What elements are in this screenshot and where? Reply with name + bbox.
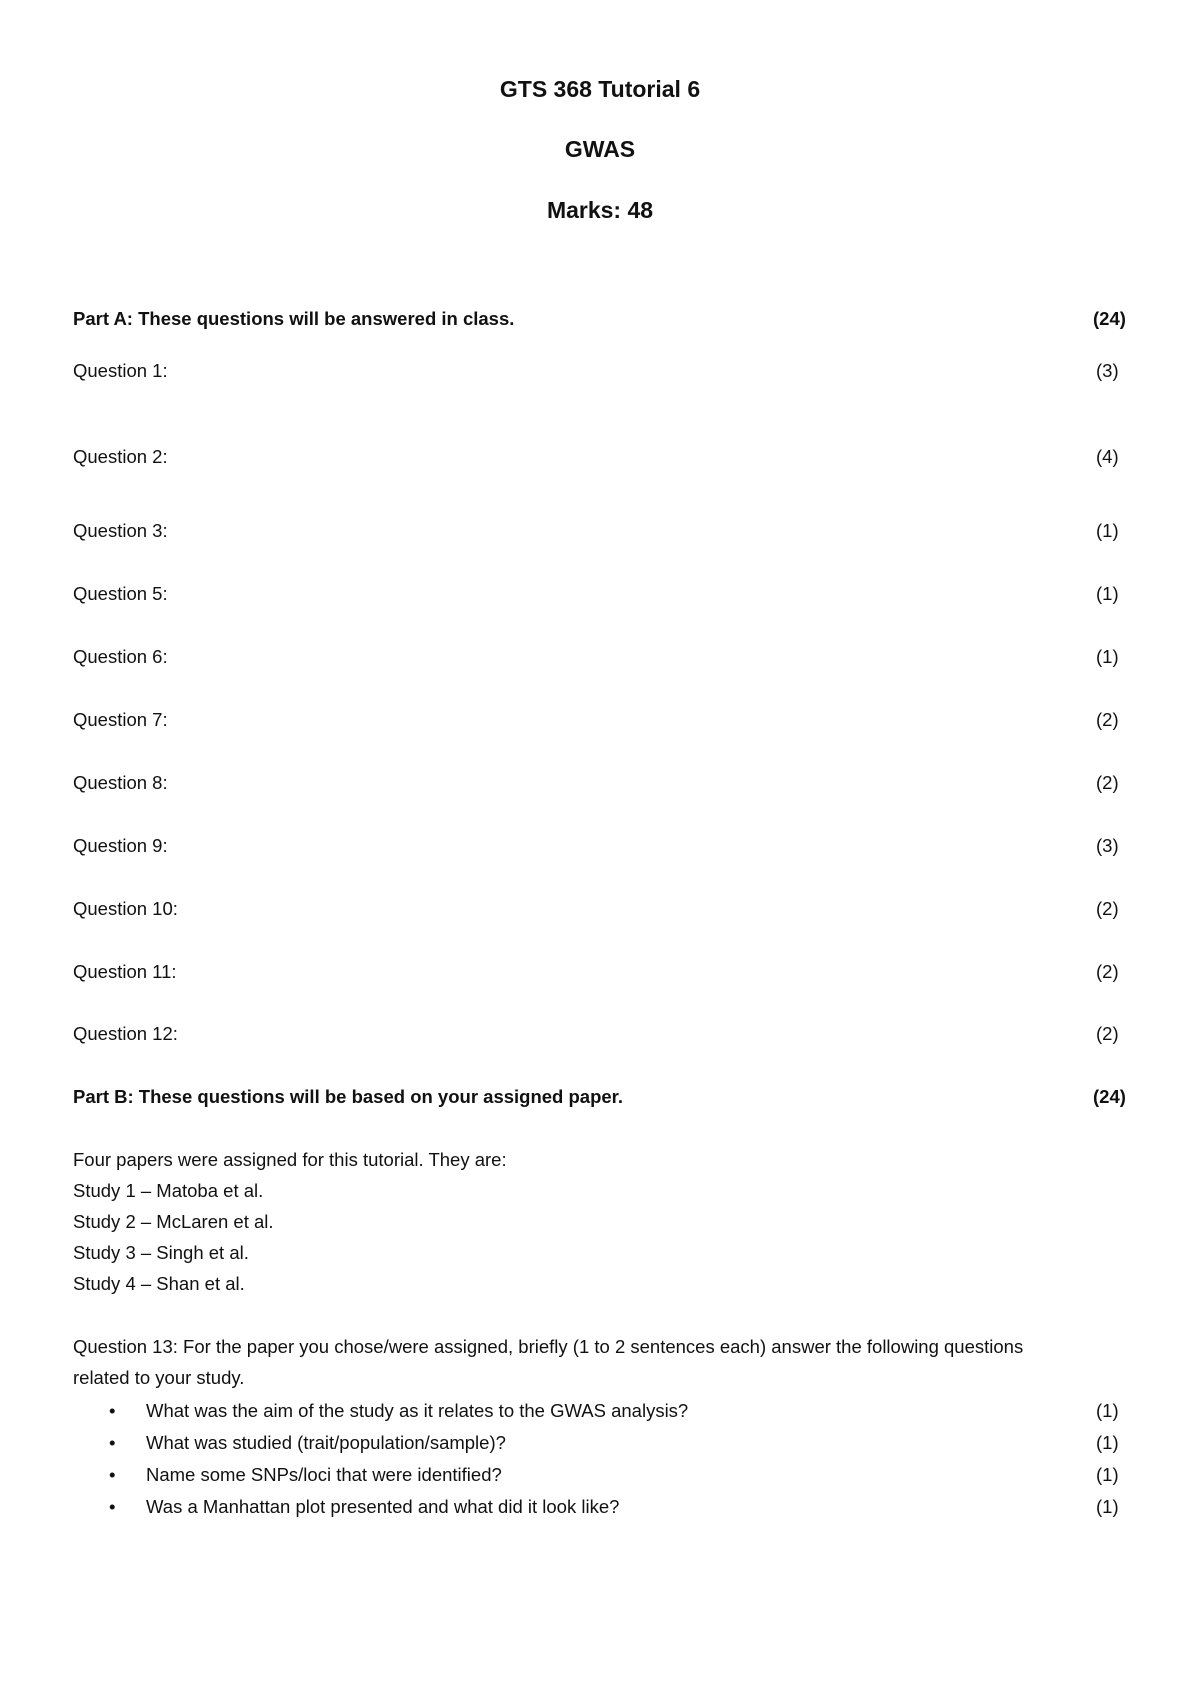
bullet-text: What was studied (trait/population/sample)? (146, 1432, 506, 1453)
question-marks: (2) (1096, 772, 1119, 793)
bullet-text: Name some SNPs/loci that were identified? (146, 1464, 502, 1485)
question-row (73, 1021, 1133, 1047)
question-label: Question 6: (73, 646, 168, 667)
study-item: Study 3 – Singh et al. (73, 1242, 249, 1263)
bullet-marks: (1) (1096, 1432, 1119, 1453)
bullet-text: Was a Manhattan plot presented and what did it look like? (146, 1496, 620, 1517)
study-list (73, 1144, 1138, 1299)
bullet-item (73, 1429, 1133, 1457)
question-marks: (3) (1096, 835, 1119, 856)
study-item: Study 4 – Shan et al. (73, 1273, 245, 1294)
study-item: Study 1 – Matoba et al. (73, 1180, 264, 1201)
bullet-icon: • (109, 1496, 116, 1517)
question-label: Question 11: (73, 961, 177, 982)
bullet-text: What was the aim of the study as it relates to the GWAS analysis? (146, 1400, 689, 1421)
question-label: Question 1: (73, 360, 168, 381)
question-row (73, 707, 1133, 733)
question-marks: (2) (1096, 898, 1119, 919)
question-13-text (73, 1331, 1138, 1393)
question-label: Question 2: (73, 446, 168, 467)
question-marks: (2) (1096, 1023, 1119, 1044)
part-a-heading-row (73, 306, 1133, 332)
question-marks: (2) (1096, 709, 1119, 730)
question-marks: (3) (1096, 360, 1119, 381)
bullet-item (73, 1461, 1133, 1489)
question-row (73, 581, 1133, 607)
question-label: Question 7: (73, 709, 168, 730)
bullet-marks: (1) (1096, 1464, 1119, 1485)
bullet-item (73, 1493, 1133, 1521)
question-row (73, 959, 1133, 985)
bullet-icon: • (109, 1400, 116, 1421)
part-b-heading-row (73, 1084, 1133, 1110)
question-row (73, 770, 1133, 796)
bullet-icon: • (109, 1432, 116, 1453)
question-13-line: Question 13: For the paper you chose/were assigned, briefly (1 to 2 sentences each) answer the following questions (73, 1336, 1024, 1357)
bullet-item (73, 1397, 1133, 1425)
part-b-marks: (24) (1093, 1086, 1126, 1107)
question-row (73, 444, 1133, 470)
question-label: Question 3: (73, 520, 168, 541)
question-marks: (1) (1096, 520, 1119, 541)
study-item: Study 2 – McLaren et al. (73, 1211, 274, 1232)
bullet-marks: (1) (1096, 1400, 1119, 1421)
part-a-heading: Part A: These questions will be answered in class. (73, 308, 515, 329)
question-label: Question 8: (73, 772, 168, 793)
total-marks: Marks: 48 (546, 197, 654, 223)
page-subtitle: GWAS (564, 136, 636, 162)
question-label: Question 9: (73, 835, 168, 856)
question-marks: (4) (1096, 446, 1119, 467)
question-row (73, 518, 1133, 544)
question-row (73, 833, 1133, 859)
part-a-marks: (24) (1093, 308, 1126, 329)
bullet-icon: • (109, 1464, 116, 1485)
question-label: Question 10: (73, 898, 178, 919)
question-label: Question 12: (73, 1023, 178, 1044)
question-13-line: related to your study. (73, 1367, 245, 1388)
question-marks: (1) (1096, 583, 1119, 604)
page-title: GTS 368 Tutorial 6 (499, 76, 701, 102)
question-row (73, 896, 1133, 922)
question-row (73, 644, 1133, 670)
bullet-marks: (1) (1096, 1496, 1119, 1517)
study-intro: Four papers were assigned for this tutorial. They are: (73, 1149, 507, 1170)
question-row (73, 358, 1133, 384)
question-label: Question 5: (73, 583, 168, 604)
question-marks: (1) (1096, 646, 1119, 667)
question-marks: (2) (1096, 961, 1119, 982)
part-b-heading: Part B: These questions will be based on your assigned paper. (73, 1086, 623, 1107)
